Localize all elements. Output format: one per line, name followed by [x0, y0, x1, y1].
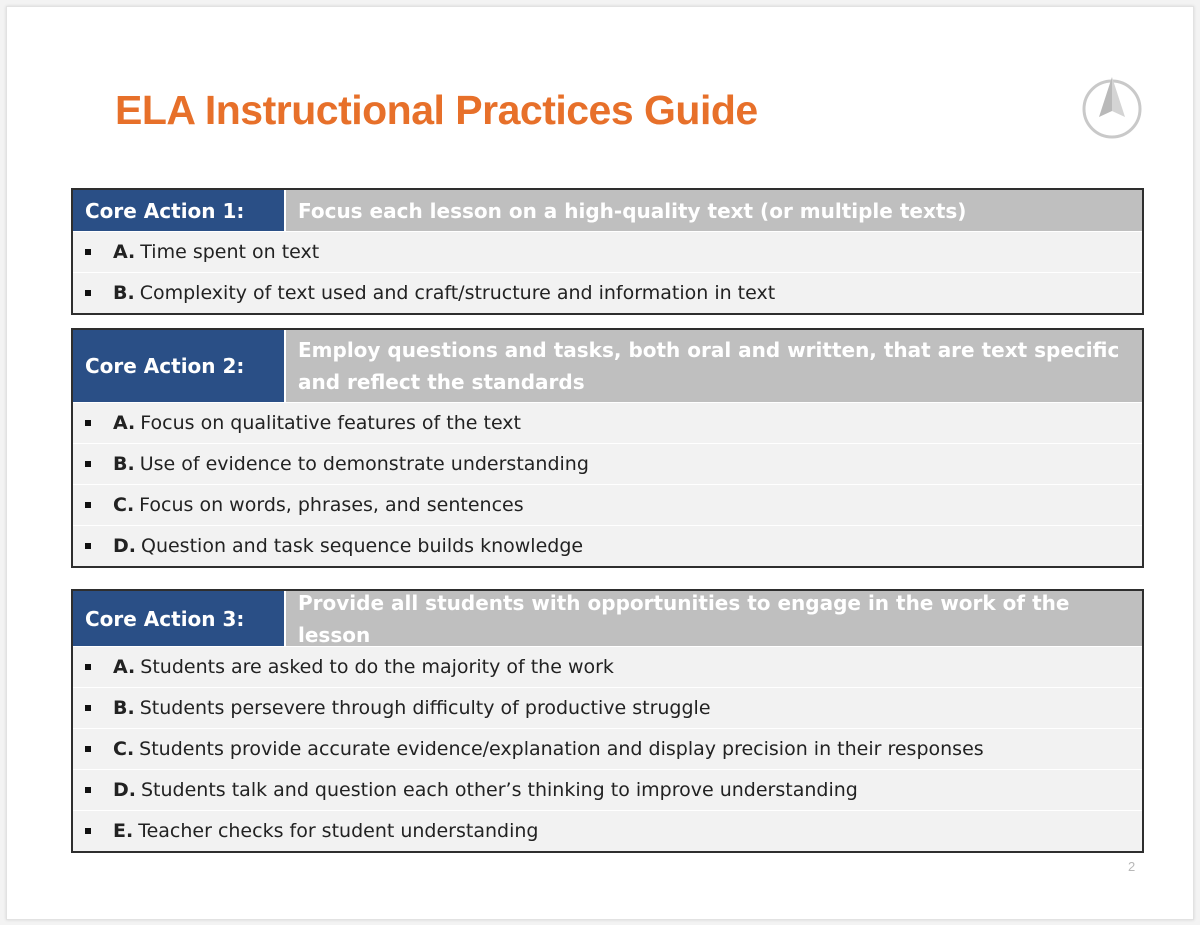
list-item [73, 484, 1142, 525]
item-text: Students provide accurate evidence/explanation and display precision in their responses [139, 738, 984, 760]
core-action-header [73, 330, 1142, 402]
item-text: Focus on words, phrases, and sentences [139, 494, 524, 516]
core-action-1 [71, 188, 1144, 315]
page-number: 2 [1128, 859, 1136, 874]
item-letter: E. [113, 820, 134, 842]
item-text: Time spent on text [140, 241, 320, 263]
item-letter: D. [113, 779, 136, 801]
list-item [73, 728, 1142, 769]
item-letter: A. [113, 412, 136, 434]
item-letter: C. [113, 738, 135, 760]
item-text: Question and task sequence builds knowledge [141, 535, 584, 557]
core-action-title: Focus each lesson on a high-quality text (or multiple texts) [298, 198, 967, 223]
compass-triangle-logo-icon [1081, 73, 1143, 141]
bullet-icon [85, 705, 91, 711]
document-page [6, 6, 1194, 920]
item-letter: B. [113, 697, 135, 719]
item-text: Complexity of text used and craft/structure and information in text [139, 282, 776, 304]
list-item [73, 231, 1142, 272]
core-action-header [73, 591, 1142, 646]
item-letter: A. [113, 656, 136, 678]
item-letter: D. [113, 535, 136, 557]
core-action-header [73, 190, 1142, 231]
item-letter: B. [113, 282, 135, 304]
item-text: Students are asked to do the majority of the work [140, 656, 614, 678]
list-item [73, 525, 1142, 566]
core-action-title: Employ questions and tasks, both oral and written, that are text specific and reflect the standards [298, 338, 1120, 394]
core-action-3 [71, 589, 1144, 853]
list-item [73, 810, 1142, 851]
core-action-label: Core Action 2: [73, 330, 286, 402]
item-text: Teacher checks for student understanding [138, 820, 539, 842]
core-action-title: Provide all students with opportunities to engage in the work of the lesson [298, 590, 1070, 647]
bullet-icon [85, 420, 91, 426]
bullet-icon [85, 502, 91, 508]
item-text: Students talk and question each other’s thinking to improve understanding [141, 779, 858, 801]
list-item [73, 443, 1142, 484]
bullet-icon [85, 543, 91, 549]
item-letter: B. [113, 453, 135, 475]
bullet-icon [85, 249, 91, 255]
list-item [73, 769, 1142, 810]
core-action-label: Core Action 3: [73, 591, 286, 646]
page-title: ELA Instructional Practices Guide [115, 87, 758, 133]
list-item [73, 646, 1142, 687]
bullet-icon [85, 746, 91, 752]
item-letter: A. [113, 241, 136, 263]
list-item [73, 402, 1142, 443]
list-item [73, 272, 1142, 313]
bullet-icon [85, 828, 91, 834]
bullet-icon [85, 664, 91, 670]
bullet-icon [85, 461, 91, 467]
bullet-icon [85, 290, 91, 296]
list-item [73, 687, 1142, 728]
core-action-2 [71, 328, 1144, 568]
item-text: Use of evidence to demonstrate understanding [139, 453, 589, 475]
item-letter: C. [113, 494, 135, 516]
item-text: Focus on qualitative features of the text [140, 412, 521, 434]
item-text: Students persevere through difficulty of productive struggle [139, 697, 711, 719]
bullet-icon [85, 787, 91, 793]
core-action-label: Core Action 1: [73, 190, 286, 231]
